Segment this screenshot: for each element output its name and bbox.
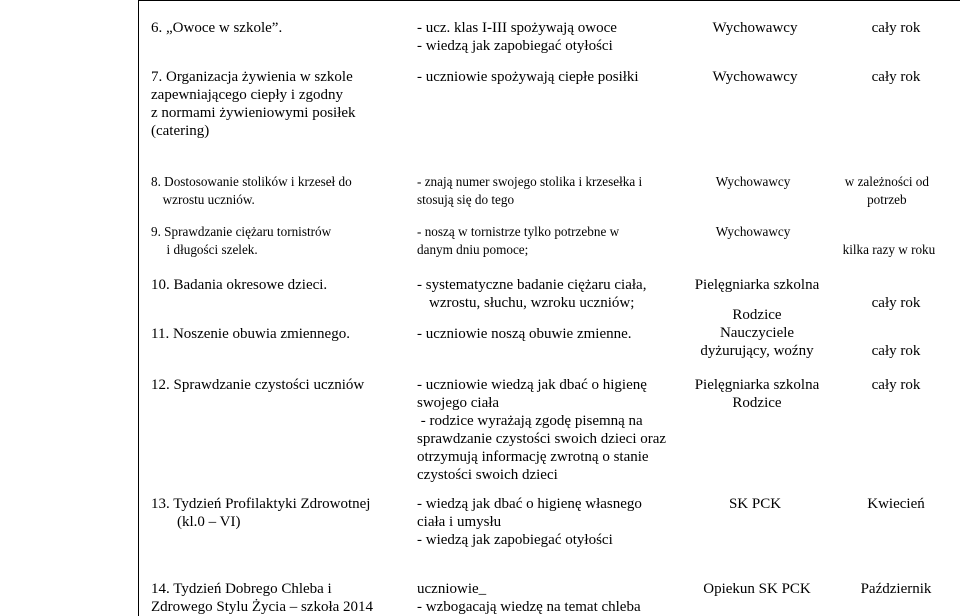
responsible-cell: Wychowawcy xyxy=(712,20,798,36)
task-line: Zdrowego Stylu Życia – szkoła 2014 xyxy=(151,599,374,615)
effect-line: - ucz. klas I-III spożywają owoce xyxy=(417,20,617,36)
top-rule xyxy=(138,0,960,1)
task-cell: 12. Sprawdzanie czystości uczniów xyxy=(151,377,365,393)
effect-line: sprawdzanie czystości swoich dzieci oraz xyxy=(417,431,667,447)
term-cell xyxy=(818,173,956,209)
effect-line: wzrostu, słuchu, wzroku uczniów; xyxy=(429,295,635,311)
task-line: zapewniającego ciepły i zgodny xyxy=(151,87,343,103)
effect-cell xyxy=(417,376,666,484)
effect-line: - rodzice wyrażają zgodę pisemną na xyxy=(417,413,643,429)
responsible-line: dyżurujący, woźny xyxy=(700,343,814,359)
term-cell: cały rok xyxy=(871,343,921,359)
effect-cell xyxy=(417,173,642,209)
responsible-cell xyxy=(682,306,832,360)
effect-line: uczniowie_ xyxy=(417,581,487,597)
effect-line: - noszą w tornistrze tylko potrzebne w xyxy=(417,224,620,239)
effect-cell xyxy=(417,276,646,312)
effect-line: - wzbogacają wiedzę na temat chleba xyxy=(417,599,641,615)
task-cell xyxy=(151,580,373,616)
task-cell xyxy=(151,495,370,531)
task-number: 14. xyxy=(151,581,174,597)
task-cell: 11. Noszenie obuwia zmiennego. xyxy=(151,326,350,342)
term-cell: cały rok xyxy=(871,377,921,393)
task-line: (kl.0 – VI) xyxy=(177,514,241,530)
effect-line: - systematyczne badanie ciężaru ciała, xyxy=(417,277,647,293)
effect-cell xyxy=(417,580,641,616)
task-cell: 10. Badania okresowe dzieci. xyxy=(151,277,328,293)
responsible-line: Rodzice xyxy=(732,395,782,411)
effect-line: - uczniowie wiedzą jak dbać o higienę xyxy=(417,377,647,393)
term-cell: Październik xyxy=(860,581,932,597)
effect-line: swojego ciała xyxy=(417,395,500,411)
effect-line: stosują się do tego xyxy=(417,192,515,207)
responsible-cell xyxy=(682,376,832,412)
task-line: 8. Dostosowanie stolików i krzeseł do xyxy=(151,174,352,189)
term-line: w zależności od xyxy=(844,174,929,189)
responsible-line: Rodzice xyxy=(732,307,782,323)
effect-line: czystości swoich dzieci xyxy=(417,467,558,483)
responsible-cell: Pielęgniarka szkolna xyxy=(694,277,820,293)
effect-line: - wiedzą jak zapobiegać otyłości xyxy=(417,38,613,54)
task-cell xyxy=(151,223,331,259)
responsible-cell: Opiekun SK PCK xyxy=(703,581,811,597)
responsible-line: Pielęgniarka szkolna xyxy=(694,377,820,393)
term-line: potrzeb xyxy=(867,192,907,207)
term-cell: cały rok xyxy=(871,69,921,85)
effect-line: - znają numer swojego stolika i krzesełka i xyxy=(417,174,643,189)
effect-cell xyxy=(417,223,619,259)
term-cell: cały rok xyxy=(871,20,921,36)
task-line: i długości szelek. xyxy=(166,242,258,257)
task-cell xyxy=(151,68,356,140)
responsible-line: Nauczyciele xyxy=(719,325,795,341)
task-title: Tydzień Profilaktyki Zdrowotnej xyxy=(173,496,371,512)
effect-cell: - uczniowie noszą obuwie zmienne. xyxy=(417,326,632,342)
task-line: 9. Sprawdzanie ciężaru tornistrów xyxy=(151,224,332,239)
term-cell: Kwiecień xyxy=(867,496,925,512)
effect-line: danym dniu pomoce; xyxy=(417,242,529,257)
responsible-cell: Wychowawcy xyxy=(715,174,791,189)
task-line xyxy=(151,495,370,513)
term-cell: kilka razy w roku xyxy=(842,242,936,257)
task-cell: 6. „Owoce w szkole”. xyxy=(151,20,283,36)
task-number: 13. xyxy=(151,496,174,512)
responsible-cell: Wychowawcy xyxy=(715,224,791,239)
task-line: z normami żywieniowymi posiłek xyxy=(151,105,356,121)
task-cell xyxy=(151,173,352,209)
task-title: Tydzień Dobrego Chleba i xyxy=(173,581,332,597)
effect-line: ciała i umysłu xyxy=(417,514,502,530)
responsible-cell: SK PCK xyxy=(728,496,782,512)
task-line xyxy=(151,580,373,598)
effect-line: - wiedzą jak dbać o higienę własnego xyxy=(417,496,642,512)
effect-cell xyxy=(417,495,642,549)
effect-line: - wiedzą jak zapobiegać otyłości xyxy=(417,532,613,548)
term-cell: cały rok xyxy=(871,295,921,311)
responsible-cell: Wychowawcy xyxy=(712,69,798,85)
effect-cell xyxy=(417,19,617,55)
left-edge xyxy=(138,0,139,616)
effect-line: otrzymują informację zwrotną o stanie xyxy=(417,449,649,465)
task-line: (catering) xyxy=(151,123,210,139)
task-line: wzrostu uczniów. xyxy=(162,192,255,207)
effect-cell: - uczniowie spożywają ciepłe posiłki xyxy=(417,69,639,85)
task-line: 7. Organizacja żywienia w szkole xyxy=(151,69,353,85)
